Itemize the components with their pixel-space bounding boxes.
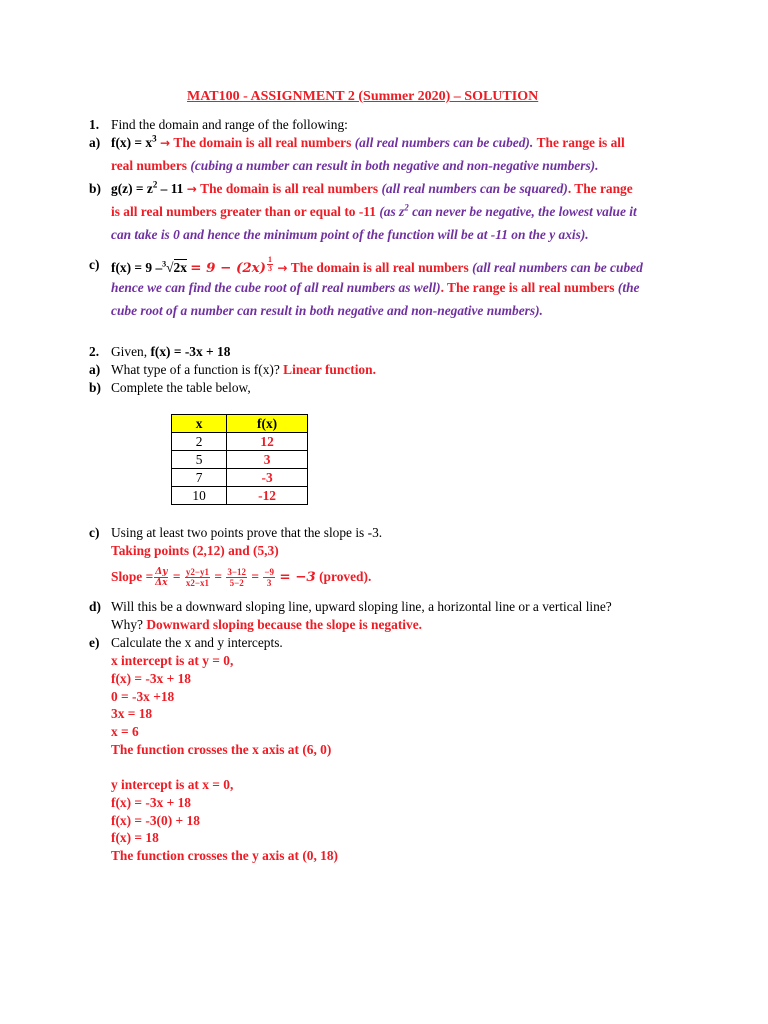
q1b-note-end: can take is 0 and hence the minimum point of the function will be at -11 on the y axis).	[111, 227, 589, 242]
fraction-substituted	[226, 567, 247, 588]
fraction-numerator: −9	[264, 567, 274, 578]
y-intercept-line: f(x) = -3x + 18	[111, 795, 191, 810]
table-cell-fx: -12	[227, 487, 308, 505]
q1a-exponent: 3	[152, 133, 157, 144]
q2c-points: Taking points (2,12) and (5,3)	[111, 543, 279, 558]
fraction-denominator: x2−x1	[185, 578, 209, 589]
q2-number: 2.	[89, 344, 100, 359]
fraction-numerator: 3−12	[227, 567, 246, 578]
q1c-range-note-cont: cube root of a number can result in both negative and non-negative numbers).	[111, 303, 543, 318]
table-row	[172, 451, 308, 469]
q1c-radicand: 2x	[173, 259, 187, 275]
q1c-range-note: (the	[617, 280, 640, 295]
q1c-exp-denominator: 3	[267, 264, 272, 273]
fraction-simplified	[263, 567, 275, 588]
table-cell-fx: 12	[227, 433, 308, 451]
q2c-slope-equation	[111, 563, 371, 591]
x-intercept-line: f(x) = -3x + 18	[111, 671, 191, 686]
q1c-function: f(x) = 9 –	[111, 259, 163, 275]
x-intercept-line: 3x = 18	[111, 706, 153, 721]
y-intercept-line: y intercept is at x = 0,	[111, 777, 234, 792]
q2a-label: a)	[89, 362, 101, 377]
q1a-line2	[111, 157, 598, 175]
table-cell-x: 7	[172, 469, 227, 487]
q1b-note-exponent: 2	[404, 202, 409, 213]
q1a-domain: The domain is all real numbers	[173, 135, 352, 150]
slope-label: Slope =	[111, 569, 154, 584]
q1b-note-start: (as z	[379, 204, 405, 219]
q1a-range: The range is all	[536, 135, 625, 150]
q1c-line2	[111, 279, 639, 297]
equals-sign: =	[251, 569, 259, 584]
q2b-question: Complete the table below,	[111, 380, 251, 395]
q2d-answer-line	[111, 616, 422, 634]
q1c-exponent-form: = 9 − (2x)	[190, 259, 266, 276]
q2e-label: e)	[89, 635, 100, 650]
q1a-range-note: (cubing a number can result in both negative and non-negative numbers).	[190, 158, 599, 173]
q1c-domain-note-cont: hence we can find the cube root of all real numbers as well)	[111, 280, 441, 295]
q2e-question: Calculate the x and y intercepts.	[111, 635, 283, 650]
q1b-note-mid: can never be negative, the lowest value it	[408, 204, 637, 219]
q2c-label: c)	[89, 525, 100, 540]
q1b-range-cont: is all real numbers greater than or equal to -11	[111, 204, 376, 219]
q1b-line1	[111, 180, 633, 198]
q1b-domain-note: (all real numbers can be squared)	[381, 181, 568, 196]
table-cell-x: 10	[172, 487, 227, 505]
q1b-function-tail: – 11	[157, 181, 184, 196]
x-intercept-line: x = 6	[111, 724, 139, 739]
arrow-icon: →	[159, 136, 171, 150]
table-cell-x: 2	[172, 433, 227, 451]
q2a-answer: Linear function.	[283, 362, 376, 377]
q1c-exp-numerator: 1	[267, 255, 272, 264]
q2a-question: What type of a function is f(x)?	[111, 362, 280, 377]
table-header-fx: f(x)	[227, 415, 308, 433]
table-row	[172, 469, 308, 487]
fraction-denominator: Δx	[155, 578, 168, 589]
fraction-numerator: y2−y1	[185, 567, 209, 578]
slope-result: = −3	[279, 569, 316, 585]
q1c-range: . The range is all real numbers	[440, 280, 615, 295]
q1a-domain-note: (all real numbers can be cubed).	[354, 135, 534, 150]
fraction-denominator: 3	[266, 578, 272, 589]
arrow-icon: →	[277, 260, 288, 275]
q2-given	[111, 343, 230, 361]
radical-icon: √	[166, 259, 174, 275]
q1b-domain: The domain is all real numbers	[200, 181, 379, 196]
x-intercept-conclusion: The function crosses the x axis at (6, 0)	[111, 742, 332, 757]
q1a-label: a)	[89, 135, 101, 150]
q2d-why: Why?	[111, 617, 143, 632]
q1c-root-index: 3	[162, 259, 167, 269]
q1c-line1	[111, 256, 643, 277]
q2-given-label: Given,	[111, 344, 148, 359]
q1c-domain: The domain is all real numbers	[290, 259, 469, 275]
q1c-exponent-fraction	[267, 256, 273, 273]
q1-prompt: Find the domain and range of the following:	[111, 117, 348, 132]
q1b-exponent: 2	[152, 179, 158, 190]
q1a-line1	[111, 134, 625, 152]
page-title: MAT100 - ASSIGNMENT 2 (Summer 2020) – SOLUTION	[187, 89, 539, 104]
y-intercept-line: f(x) = 18	[111, 830, 159, 845]
fraction-numerator: Δy	[155, 567, 168, 578]
arrow-icon: →	[186, 182, 197, 196]
q1b-label: b)	[89, 181, 101, 196]
table-header-x: x	[172, 415, 227, 433]
equals-sign: =	[172, 569, 181, 584]
x-intercept-line: 0 = -3x +18	[111, 689, 175, 704]
q2b-label: b)	[89, 380, 101, 395]
table-header-row	[172, 415, 308, 433]
q1b-line2	[111, 203, 637, 221]
q1b-range: . The range	[567, 181, 633, 196]
q2d-answer: Downward sloping because the slope is negative.	[146, 617, 422, 632]
q2a-line	[111, 361, 376, 379]
table-cell-x: 5	[172, 451, 227, 469]
q1b-line3	[111, 226, 589, 244]
y-intercept-line: f(x) = -3(0) + 18	[111, 813, 200, 828]
table-row	[172, 487, 308, 505]
fraction-denominator: 5−2	[229, 578, 244, 589]
y-intercept-conclusion: The function crosses the y axis at (0, 18)	[111, 848, 339, 863]
fraction-delta	[154, 567, 168, 588]
q2-given-function: f(x) = -3x + 18	[150, 344, 231, 359]
q1b-function: g(z) = z	[111, 181, 153, 196]
q1c-domain-note: (all real numbers can be cubed	[472, 259, 643, 275]
q2d-label: d)	[89, 599, 101, 614]
x-intercept-line: x intercept is at y = 0,	[111, 653, 234, 668]
q1c-label: c)	[89, 257, 100, 272]
q1-number: 1.	[89, 117, 100, 132]
equals-sign: =	[214, 569, 222, 584]
table-cell-fx: 3	[227, 451, 308, 469]
fraction-formula	[185, 567, 210, 588]
q1c-line3	[111, 302, 543, 320]
q2c-question: Using at least two points prove that the slope is -3.	[111, 525, 383, 540]
table-cell-fx: -3	[227, 469, 308, 487]
values-table	[171, 414, 308, 505]
q1a-range-cont: real numbers	[111, 158, 188, 173]
table-row	[172, 433, 308, 451]
slope-proved: (proved).	[319, 569, 372, 584]
q1a-function: f(x) = x	[111, 135, 153, 150]
q2d-question: Will this be a downward sloping line, upward sloping line, a horizontal line or a vertical line?	[111, 599, 612, 614]
